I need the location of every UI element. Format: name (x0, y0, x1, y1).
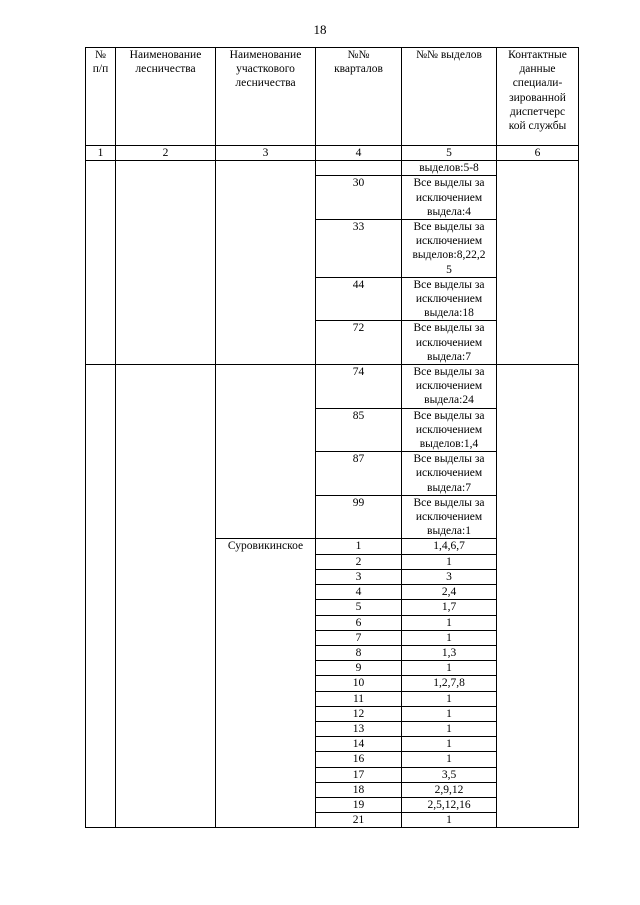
quarter-number: 9 (316, 661, 402, 676)
header-forestry: Наименование лесничества (116, 48, 216, 146)
allotments: 1 (402, 737, 497, 752)
allotments: 3 (402, 569, 497, 584)
column-number-row (86, 146, 579, 161)
allotments (402, 452, 497, 496)
allotments: 1,2,7,8 (402, 676, 497, 691)
quarter-number: 8 (316, 645, 402, 660)
empty-district-cell (216, 365, 316, 539)
allotments: 2,9,12 (402, 782, 497, 797)
quarter-number: 3 (316, 569, 402, 584)
allotments: 1 (402, 721, 497, 736)
allotment-line: Все выделы за (413, 366, 485, 379)
allotments: 1 (402, 813, 497, 828)
allotment-line: исключением (415, 511, 483, 524)
allotment-line: исключением (415, 467, 483, 480)
allotment-line: выдела:7 (427, 350, 471, 363)
column-number: 2 (116, 146, 216, 161)
quarter-number: 16 (316, 752, 402, 767)
quarter-number: 6 (316, 615, 402, 630)
quarter-number: 5 (316, 600, 402, 615)
quarter-number: 1 (316, 539, 402, 554)
allotment-line: Все выделы за (413, 453, 485, 466)
allotment-line: выделов:5-8 (419, 162, 479, 175)
allotments: 1 (402, 661, 497, 676)
allotment-line: выделов:8,22,2 (412, 249, 486, 262)
quarter-number: 74 (316, 365, 402, 409)
empty-contact-cell (497, 365, 579, 828)
quarter-number: 10 (316, 676, 402, 691)
allotments (402, 408, 497, 452)
quarter-number: 14 (316, 737, 402, 752)
allotments (402, 176, 497, 220)
header-num: № п/п (86, 48, 116, 146)
allotments: 1 (402, 554, 497, 569)
quarter-number: 7 (316, 630, 402, 645)
allotment-line: выдела:1 (427, 525, 471, 538)
quarter-number: 19 (316, 797, 402, 812)
allotment-line: выдела:18 (424, 307, 474, 320)
allotments: 1,7 (402, 600, 497, 615)
quarter-number: 11 (316, 691, 402, 706)
allotments: 3,5 (402, 767, 497, 782)
empty-num-cell (86, 365, 116, 828)
allotments: 1 (402, 615, 497, 630)
allotment-line: выдела:7 (427, 481, 471, 494)
quarter-number: 33 (316, 220, 402, 278)
allotments: 1,3 (402, 645, 497, 660)
quarter-number: 4 (316, 585, 402, 600)
allotments: 2,5,12,16 (402, 797, 497, 812)
quarter-number: 72 (316, 321, 402, 365)
column-number: 1 (86, 146, 116, 161)
allotment-line: Все выделы за (413, 409, 485, 422)
empty-num-cell (86, 161, 116, 365)
quarter-number: 12 (316, 706, 402, 721)
column-number: 4 (316, 146, 402, 161)
quarter-number: 21 (316, 813, 402, 828)
allotments (402, 277, 497, 321)
allotment-line: 5 (446, 263, 452, 276)
quarter-number: 18 (316, 782, 402, 797)
quarter-number: 13 (316, 721, 402, 736)
table-row (86, 161, 579, 176)
column-number: 3 (216, 146, 316, 161)
empty-contact-cell (497, 161, 579, 365)
page-number: 18 (313, 22, 327, 37)
allotments: 1,4,6,7 (402, 539, 497, 554)
header-contacts: Контактные данные специали- зированной диспетчерс кой службы (497, 48, 579, 146)
quarter-number: 17 (316, 767, 402, 782)
header-allotments: №№ выделов (402, 48, 497, 146)
quarter-number: 87 (316, 452, 402, 496)
header-row (86, 48, 579, 146)
allotment-line: исключением (415, 380, 483, 393)
allotment-line: Все выделы за (413, 322, 485, 335)
allotment-line: исключением (415, 293, 483, 306)
table-row (86, 365, 579, 409)
allotments: 2,4 (402, 585, 497, 600)
allotments: 1 (402, 752, 497, 767)
column-number: 6 (497, 146, 579, 161)
allotments (402, 495, 497, 539)
allotment-line: исключением (415, 235, 483, 248)
empty-forestry-cell (116, 365, 216, 828)
allotment-line: Все выделы за (413, 278, 485, 291)
allotment-line: Все выделы за (413, 221, 485, 234)
column-number: 5 (402, 146, 497, 161)
allotments: 1 (402, 706, 497, 721)
allotments (402, 321, 497, 365)
allotment-line: исключением (415, 423, 483, 436)
allotment-line: исключением (415, 336, 483, 349)
allotment-line: Все выделы за (413, 177, 485, 190)
allotments (402, 161, 497, 176)
district-forestry-name: Суровикинское (216, 539, 316, 828)
quarter-number: 99 (316, 495, 402, 539)
quarter-number (316, 161, 402, 176)
allotment-line: исключением (415, 191, 483, 204)
allotment-line: выделов:1,4 (419, 438, 479, 451)
allotment-line: выдела:4 (427, 205, 471, 218)
allotments: 1 (402, 630, 497, 645)
header-quarters: №№ кварталов (316, 48, 402, 146)
empty-district-cell (216, 161, 316, 365)
allotments (402, 220, 497, 278)
quarter-number: 44 (316, 277, 402, 321)
quarter-number: 85 (316, 408, 402, 452)
allotment-line: выдела:24 (424, 394, 474, 407)
allotment-line: Все выделы за (413, 496, 485, 509)
quarter-number: 2 (316, 554, 402, 569)
forest-quarters-table (85, 47, 579, 828)
allotments (402, 365, 497, 409)
empty-forestry-cell (116, 161, 216, 365)
header-district-forestry: Наименование участкового лесничества (216, 48, 316, 146)
allotments: 1 (402, 691, 497, 706)
quarter-number: 30 (316, 176, 402, 220)
